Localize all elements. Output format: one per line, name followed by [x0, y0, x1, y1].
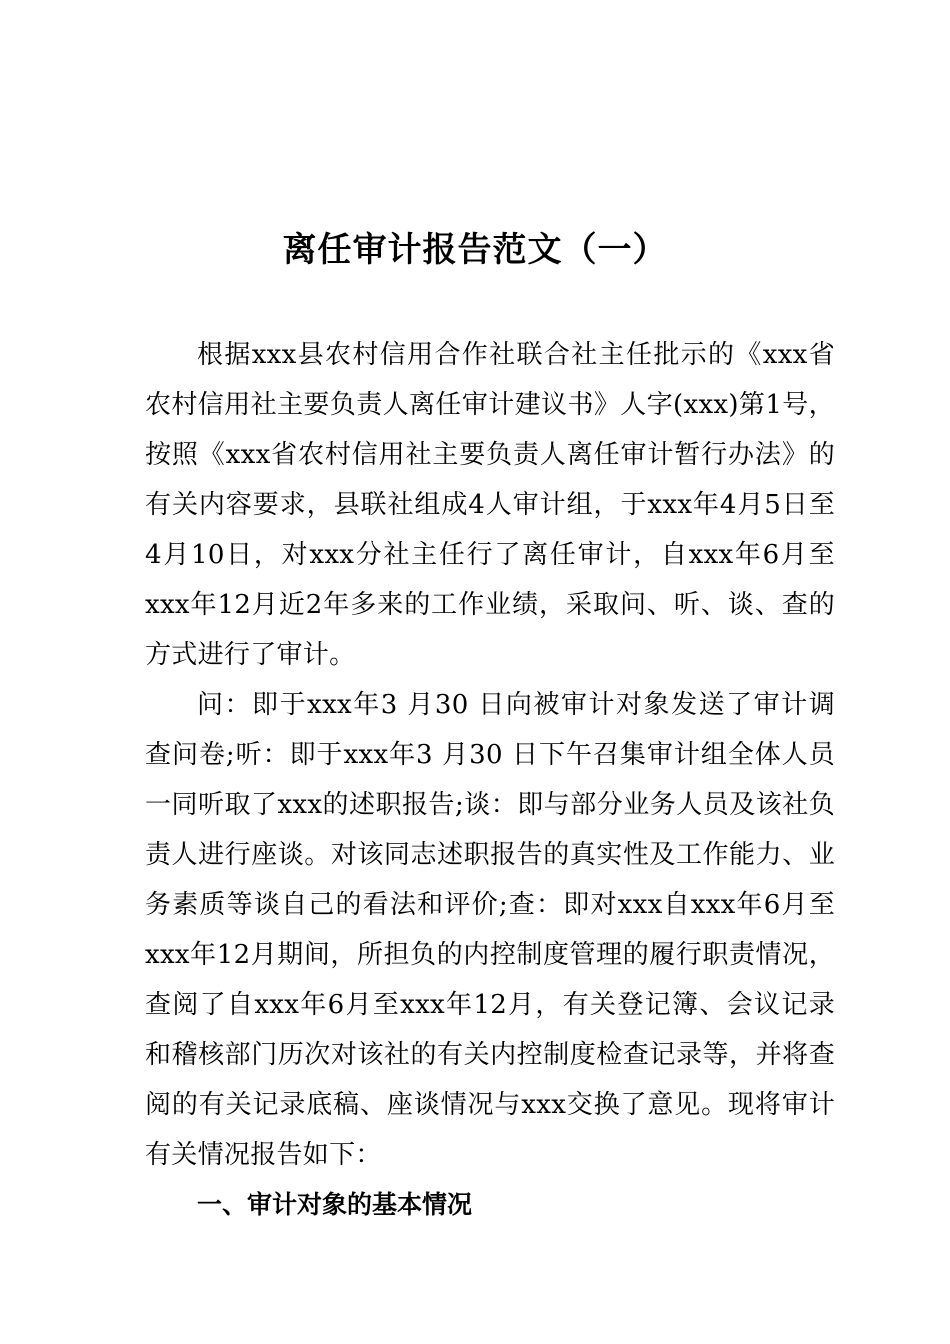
- document-title: 离任审计报告范文（一）: [282, 230, 668, 270]
- document-body: [145, 330, 835, 1230]
- paragraph-audit-basis: 根据xxx县农村信用合作社联合社主任批示的《xxx省农村信用社主要负责人离任审计建议书》人字(xxx)第1号，按照《xxx省农村信用社主要负责人离任审计暂行办法》的有关内容要求，县联社组成4人审计组，于xxx年4月5日至4月10日，对xxx分社主任行了离任审计，自xxx年6月至xxx年12月近2年多来的工作业绩，采取问、听、谈、查的方式进行了审计。: [145, 340, 835, 670]
- paragraph-audit-methods: 问：即于xxx年3 月30 日向被审计对象发送了审计调查问卷;听：即于xxx年3 月30 日下午召集审计组全体人员一同听取了xxx的述职报告;谈：即与部分业务人员及该社负责人进行座谈。对该同志述职报告的真实性及工作能力、业务素质等谈自己的看法和评价;查：即对xxx自xxx年6月至xxx年12月期间，所担负的内控制度管理的履行职责情况，查阅了自xxx年6月至xxx年12月，有关登记簿、会议记录和稽核部门历次对该社的有关内控制度检查记录等，并将查阅的有关记录底稿、座谈情况与xxx交换了意见。现将审计有关情况报告如下：: [145, 690, 835, 1170]
- section-heading: 一、审计对象的基本情况: [197, 1190, 473, 1219]
